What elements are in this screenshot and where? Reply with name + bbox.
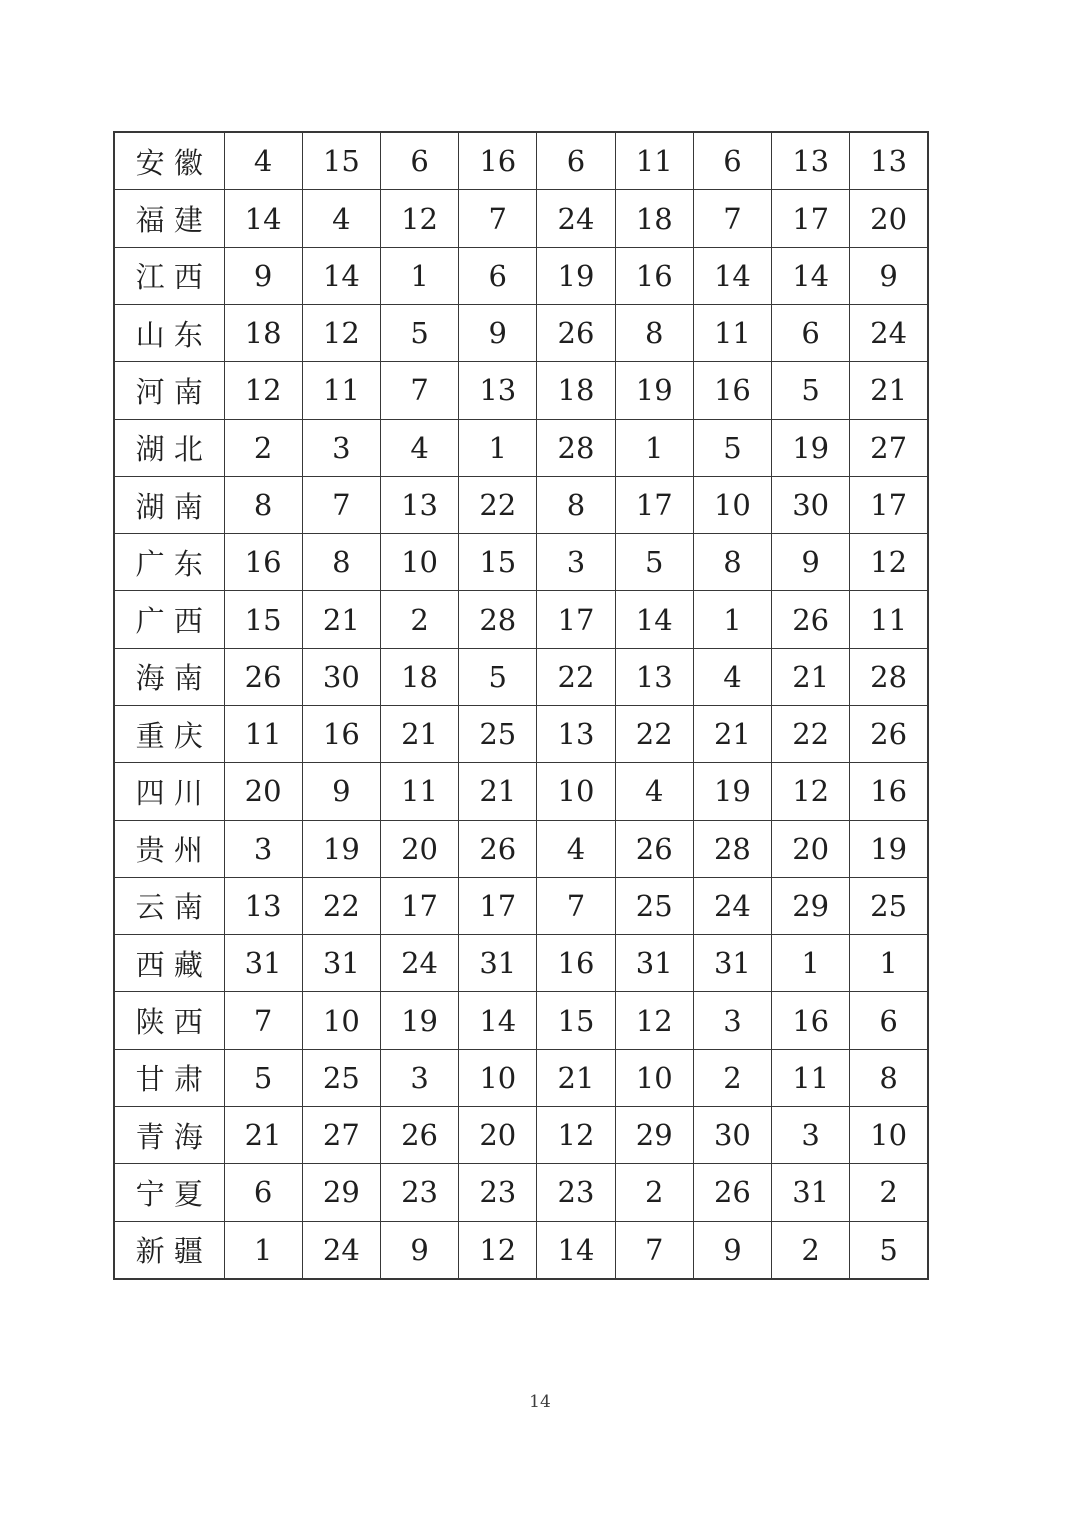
value-cell: 16 [302, 705, 380, 762]
value-cell: 15 [302, 132, 380, 190]
value-cell: 12 [459, 1221, 537, 1279]
value-cell: 7 [459, 190, 537, 247]
value-cell: 16 [693, 362, 771, 419]
value-cell: 16 [537, 935, 615, 992]
value-cell: 31 [615, 935, 693, 992]
value-cell: 13 [615, 648, 693, 705]
table-row [114, 247, 928, 304]
value-cell: 19 [693, 763, 771, 820]
value-cell: 16 [615, 247, 693, 304]
value-cell: 11 [772, 1049, 850, 1106]
value-cell: 17 [772, 190, 850, 247]
province-cell: 重庆 [114, 705, 224, 762]
value-cell: 9 [224, 247, 302, 304]
province-cell: 海南 [114, 648, 224, 705]
value-cell: 14 [459, 992, 537, 1049]
value-cell: 4 [693, 648, 771, 705]
value-cell: 13 [380, 476, 458, 533]
value-cell: 2 [224, 419, 302, 476]
value-cell: 18 [537, 362, 615, 419]
province-cell: 广西 [114, 591, 224, 648]
value-cell: 17 [850, 476, 928, 533]
value-cell: 5 [772, 362, 850, 419]
value-cell: 10 [537, 763, 615, 820]
value-cell: 21 [850, 362, 928, 419]
value-cell: 14 [537, 1221, 615, 1279]
table-row [114, 705, 928, 762]
value-cell: 22 [537, 648, 615, 705]
value-cell: 19 [537, 247, 615, 304]
value-cell: 11 [224, 705, 302, 762]
value-cell: 10 [615, 1049, 693, 1106]
value-cell: 14 [693, 247, 771, 304]
value-cell: 12 [850, 534, 928, 591]
value-cell: 12 [537, 1106, 615, 1163]
value-cell: 5 [615, 534, 693, 591]
province-cell: 广东 [114, 534, 224, 591]
value-cell: 31 [224, 935, 302, 992]
value-cell: 1 [224, 1221, 302, 1279]
value-cell: 26 [459, 820, 537, 877]
value-cell: 22 [302, 877, 380, 934]
value-cell: 12 [302, 305, 380, 362]
province-cell: 山东 [114, 305, 224, 362]
value-cell: 3 [302, 419, 380, 476]
value-cell: 10 [459, 1049, 537, 1106]
value-cell: 24 [302, 1221, 380, 1279]
value-cell: 21 [224, 1106, 302, 1163]
value-cell: 28 [459, 591, 537, 648]
value-cell: 26 [537, 305, 615, 362]
value-cell: 22 [772, 705, 850, 762]
value-cell: 23 [537, 1164, 615, 1221]
value-cell: 2 [772, 1221, 850, 1279]
value-cell: 31 [772, 1164, 850, 1221]
value-cell: 25 [850, 877, 928, 934]
value-cell: 18 [224, 305, 302, 362]
value-cell: 24 [537, 190, 615, 247]
value-cell: 24 [850, 305, 928, 362]
value-cell: 7 [302, 476, 380, 533]
value-cell: 6 [772, 305, 850, 362]
value-cell: 5 [850, 1221, 928, 1279]
table-row [114, 132, 928, 190]
value-cell: 22 [459, 476, 537, 533]
value-cell: 1 [380, 247, 458, 304]
province-cell: 江西 [114, 247, 224, 304]
value-cell: 31 [693, 935, 771, 992]
value-cell: 16 [850, 763, 928, 820]
value-cell: 2 [693, 1049, 771, 1106]
value-cell: 8 [537, 476, 615, 533]
table-row [114, 362, 928, 419]
table-row [114, 1164, 928, 1221]
value-cell: 11 [850, 591, 928, 648]
table-row [114, 419, 928, 476]
value-cell: 31 [302, 935, 380, 992]
value-cell: 11 [615, 132, 693, 190]
value-cell: 14 [302, 247, 380, 304]
value-cell: 19 [615, 362, 693, 419]
value-cell: 12 [772, 763, 850, 820]
table-row [114, 1049, 928, 1106]
value-cell: 15 [537, 992, 615, 1049]
table-row [114, 992, 928, 1049]
value-cell: 16 [772, 992, 850, 1049]
value-cell: 1 [693, 591, 771, 648]
table-row [114, 591, 928, 648]
value-cell: 17 [380, 877, 458, 934]
value-cell: 2 [380, 591, 458, 648]
province-cell: 河南 [114, 362, 224, 419]
province-cell: 宁夏 [114, 1164, 224, 1221]
value-cell: 1 [459, 419, 537, 476]
value-cell: 27 [850, 419, 928, 476]
value-cell: 4 [615, 763, 693, 820]
value-cell: 2 [615, 1164, 693, 1221]
value-cell: 18 [380, 648, 458, 705]
value-cell: 26 [772, 591, 850, 648]
value-cell: 28 [537, 419, 615, 476]
value-cell: 7 [224, 992, 302, 1049]
table-row [114, 1106, 928, 1163]
value-cell: 4 [224, 132, 302, 190]
value-cell: 4 [302, 190, 380, 247]
value-cell: 8 [302, 534, 380, 591]
value-cell: 5 [693, 419, 771, 476]
value-cell: 21 [459, 763, 537, 820]
value-cell: 12 [224, 362, 302, 419]
value-cell: 29 [302, 1164, 380, 1221]
value-cell: 20 [772, 820, 850, 877]
province-cell: 西藏 [114, 935, 224, 992]
value-cell: 9 [302, 763, 380, 820]
value-cell: 9 [772, 534, 850, 591]
province-cell: 青海 [114, 1106, 224, 1163]
table-row [114, 820, 928, 877]
value-cell: 4 [380, 419, 458, 476]
value-cell: 26 [224, 648, 302, 705]
value-cell: 13 [459, 362, 537, 419]
value-cell: 8 [850, 1049, 928, 1106]
value-cell: 13 [224, 877, 302, 934]
value-cell: 2 [850, 1164, 928, 1221]
value-cell: 29 [615, 1106, 693, 1163]
value-cell: 7 [693, 190, 771, 247]
value-cell: 19 [772, 419, 850, 476]
table-row [114, 190, 928, 247]
province-cell: 福建 [114, 190, 224, 247]
value-cell: 30 [693, 1106, 771, 1163]
province-cell: 云南 [114, 877, 224, 934]
value-cell: 25 [615, 877, 693, 934]
value-cell: 6 [459, 247, 537, 304]
value-cell: 20 [224, 763, 302, 820]
value-cell: 6 [850, 992, 928, 1049]
value-cell: 12 [615, 992, 693, 1049]
table-row [114, 935, 928, 992]
value-cell: 8 [224, 476, 302, 533]
value-cell: 26 [693, 1164, 771, 1221]
value-cell: 4 [537, 820, 615, 877]
value-cell: 10 [302, 992, 380, 1049]
value-cell: 3 [693, 992, 771, 1049]
table-row [114, 763, 928, 820]
value-cell: 29 [772, 877, 850, 934]
value-cell: 26 [615, 820, 693, 877]
value-cell: 13 [537, 705, 615, 762]
value-cell: 22 [615, 705, 693, 762]
value-cell: 3 [537, 534, 615, 591]
value-cell: 5 [224, 1049, 302, 1106]
value-cell: 6 [693, 132, 771, 190]
province-cell: 湖南 [114, 476, 224, 533]
value-cell: 21 [693, 705, 771, 762]
value-cell: 1 [850, 935, 928, 992]
value-cell: 1 [615, 419, 693, 476]
value-cell: 30 [302, 648, 380, 705]
value-cell: 30 [772, 476, 850, 533]
province-cell: 新疆 [114, 1221, 224, 1279]
province-cell: 安徽 [114, 132, 224, 190]
value-cell: 21 [302, 591, 380, 648]
value-cell: 26 [380, 1106, 458, 1163]
province-cell: 陕西 [114, 992, 224, 1049]
value-cell: 9 [850, 247, 928, 304]
value-cell: 16 [224, 534, 302, 591]
value-cell: 6 [537, 132, 615, 190]
table-row [114, 648, 928, 705]
table-body [114, 132, 928, 1279]
value-cell: 21 [772, 648, 850, 705]
value-cell: 9 [459, 305, 537, 362]
value-cell: 26 [850, 705, 928, 762]
value-cell: 17 [537, 591, 615, 648]
province-cell: 四川 [114, 763, 224, 820]
table-row [114, 476, 928, 533]
value-cell: 3 [380, 1049, 458, 1106]
value-cell: 23 [380, 1164, 458, 1221]
value-cell: 28 [850, 648, 928, 705]
value-cell: 27 [302, 1106, 380, 1163]
value-cell: 21 [537, 1049, 615, 1106]
value-cell: 17 [615, 476, 693, 533]
province-cell: 贵州 [114, 820, 224, 877]
value-cell: 31 [459, 935, 537, 992]
value-cell: 8 [615, 305, 693, 362]
value-cell: 24 [380, 935, 458, 992]
value-cell: 3 [224, 820, 302, 877]
value-cell: 14 [772, 247, 850, 304]
value-cell: 23 [459, 1164, 537, 1221]
value-cell: 19 [850, 820, 928, 877]
province-cell: 甘肃 [114, 1049, 224, 1106]
value-cell: 7 [615, 1221, 693, 1279]
value-cell: 18 [615, 190, 693, 247]
value-cell: 9 [693, 1221, 771, 1279]
table-row [114, 534, 928, 591]
value-cell: 24 [693, 877, 771, 934]
value-cell: 9 [380, 1221, 458, 1279]
table-row [114, 877, 928, 934]
value-cell: 15 [224, 591, 302, 648]
value-cell: 19 [302, 820, 380, 877]
value-cell: 14 [615, 591, 693, 648]
value-cell: 7 [537, 877, 615, 934]
value-cell: 10 [380, 534, 458, 591]
value-cell: 25 [459, 705, 537, 762]
province-data-table [113, 131, 929, 1280]
page-number: 14 [529, 1392, 551, 1412]
value-cell: 17 [459, 877, 537, 934]
value-cell: 11 [380, 763, 458, 820]
province-cell: 湖北 [114, 419, 224, 476]
value-cell: 10 [850, 1106, 928, 1163]
value-cell: 13 [850, 132, 928, 190]
table-row [114, 1221, 928, 1279]
value-cell: 16 [459, 132, 537, 190]
value-cell: 13 [772, 132, 850, 190]
value-cell: 5 [380, 305, 458, 362]
value-cell: 28 [693, 820, 771, 877]
value-cell: 14 [224, 190, 302, 247]
value-cell: 20 [380, 820, 458, 877]
value-cell: 15 [459, 534, 537, 591]
value-cell: 6 [380, 132, 458, 190]
value-cell: 3 [772, 1106, 850, 1163]
value-cell: 21 [380, 705, 458, 762]
value-cell: 12 [380, 190, 458, 247]
value-cell: 20 [459, 1106, 537, 1163]
value-cell: 7 [380, 362, 458, 419]
value-cell: 11 [693, 305, 771, 362]
value-cell: 25 [302, 1049, 380, 1106]
value-cell: 20 [850, 190, 928, 247]
table-row [114, 305, 928, 362]
value-cell: 5 [459, 648, 537, 705]
value-cell: 10 [693, 476, 771, 533]
value-cell: 1 [772, 935, 850, 992]
value-cell: 8 [693, 534, 771, 591]
value-cell: 6 [224, 1164, 302, 1221]
value-cell: 19 [380, 992, 458, 1049]
value-cell: 11 [302, 362, 380, 419]
